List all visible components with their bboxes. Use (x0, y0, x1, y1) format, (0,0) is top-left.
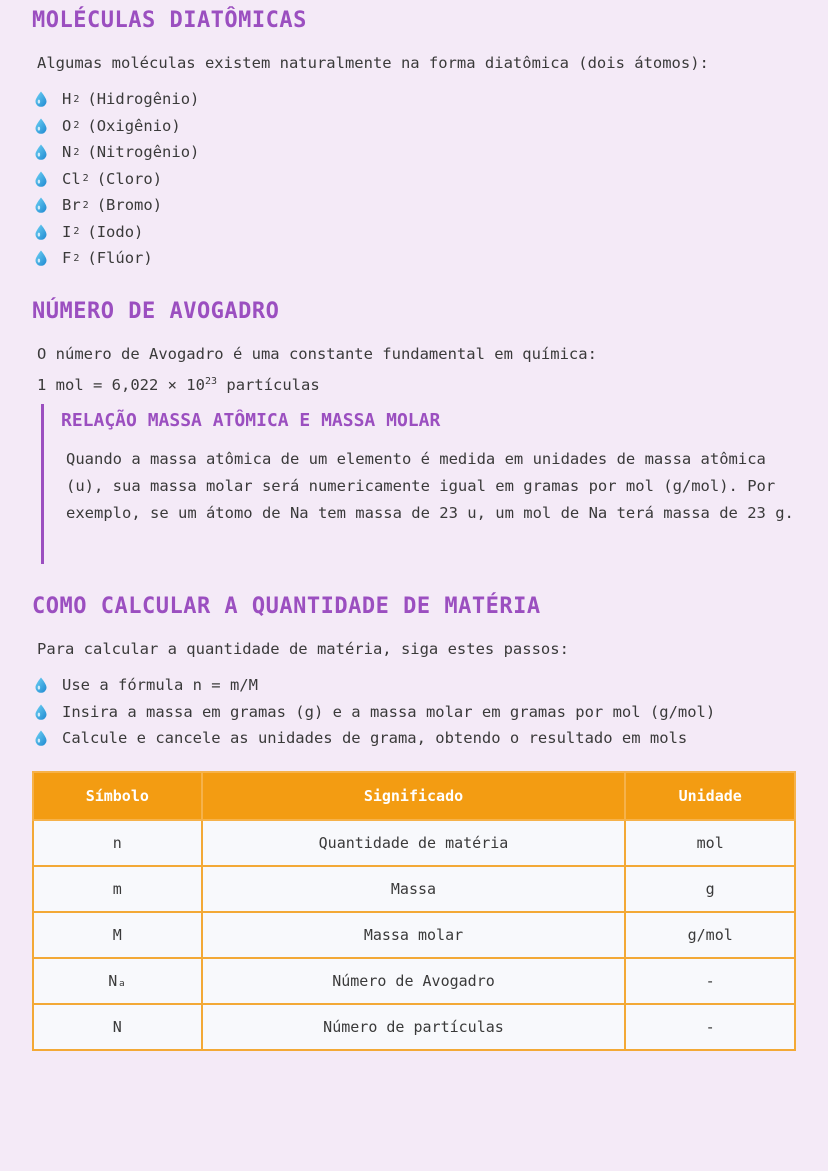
droplet-icon (34, 171, 48, 187)
avogadro-line-1: O número de Avogadro é uma constante fundamental em química: (37, 345, 597, 363)
molecule-name: (Bromo) (96, 196, 163, 215)
section-title-diatomic: MOLÉCULAS DIATÔMICAS (32, 8, 307, 33)
molecule-symbol: F (62, 249, 72, 268)
table-cell-unit: - (625, 1004, 795, 1050)
molecule-subscript: 2 (73, 120, 80, 132)
table-cell-meaning: Massa (202, 866, 626, 912)
list-item (34, 86, 199, 113)
diatomic-list (34, 86, 199, 272)
table-row (33, 820, 795, 866)
list-item (34, 166, 199, 193)
table-cell-meaning: Massa molar (202, 912, 626, 958)
droplet-icon (34, 144, 48, 160)
diatomic-intro: Algumas moléculas existem naturalmente na forma diatômica (dois átomos): (37, 54, 709, 72)
droplet-icon (34, 118, 48, 134)
droplet-icon (34, 197, 48, 213)
symbols-table (32, 771, 796, 1051)
table-header-row (33, 772, 795, 820)
molecule-name: (Hidrogênio) (87, 90, 200, 109)
table-header-unit: Unidade (625, 772, 795, 820)
calc-intro: Para calcular a quantidade de matéria, siga estes passos: (37, 640, 569, 658)
list-item (34, 219, 199, 246)
molecule-symbol: Cl (62, 169, 81, 188)
table-cell-meaning: Número de partículas (202, 1004, 626, 1050)
table-cell-symbol: m (33, 866, 202, 912)
list-item (34, 245, 199, 272)
table-cell-unit: g/mol (625, 912, 795, 958)
molecule-symbol: O (62, 116, 72, 135)
table-row (33, 1004, 795, 1050)
table-row (33, 958, 795, 1004)
callout-box (41, 404, 794, 564)
section-title-calc: COMO CALCULAR A QUANTIDADE DE MATÉRIA (32, 594, 541, 619)
list-item (34, 672, 715, 699)
avogadro-line-2-prefix: 1 mol = 6,022 × 10 (37, 376, 205, 394)
molecule-subscript: 2 (82, 173, 89, 185)
molecule-name: (Iodo) (87, 222, 144, 241)
droplet-icon (34, 224, 48, 240)
table-cell-meaning: Quantidade de matéria (202, 820, 626, 866)
table-cell-unit: g (625, 866, 795, 912)
molecule-symbol: Br (62, 196, 81, 215)
table-cell-symbol: Nₐ (33, 958, 202, 1004)
step-text: Use a fórmula n = m/M (62, 676, 258, 695)
molecule-symbol: I (62, 222, 72, 241)
molecule-name: (Nitrogênio) (87, 143, 200, 162)
calc-steps-list (34, 672, 715, 752)
callout-title: RELAÇÃO MASSA ATÔMICA E MASSA MOLAR (61, 410, 441, 431)
callout-text: Quando a massa atômica de um elemento é medida em unidades de massa atômica (u), sua massa molar será numericamente igual em gramas por mol (g/mol). Por exemplo, se um átomo de Na tem massa de 23 u, um mol de Na terá massa de 23 g. (66, 450, 794, 522)
list-item (34, 725, 715, 752)
molecule-symbol: N (62, 143, 72, 162)
list-item (34, 699, 715, 726)
list-item (34, 139, 199, 166)
molecule-subscript: 2 (73, 93, 80, 105)
avogadro-line-2 (37, 368, 320, 399)
table-row (33, 912, 795, 958)
table-cell-unit: - (625, 958, 795, 1004)
list-item (34, 192, 199, 219)
droplet-icon (34, 704, 48, 720)
section-title-avogadro: NÚMERO DE AVOGADRO (32, 299, 280, 324)
molecule-subscript: 2 (82, 199, 89, 211)
table-row (33, 866, 795, 912)
molecule-symbol: H (62, 90, 72, 109)
molecule-subscript: 2 (73, 226, 80, 238)
table-cell-meaning: Número de Avogadro (202, 958, 626, 1004)
molecule-subscript: 2 (73, 146, 80, 158)
avogadro-exponent: 23 (204, 376, 218, 387)
droplet-icon (34, 91, 48, 107)
table-cell-symbol: n (33, 820, 202, 866)
table-cell-symbol: N (33, 1004, 202, 1050)
list-item (34, 113, 199, 140)
table-cell-unit: mol (625, 820, 795, 866)
table-cell-symbol: M (33, 912, 202, 958)
molecule-name: (Cloro) (96, 169, 163, 188)
molecule-name: (Flúor) (87, 249, 153, 268)
step-text: Insira a massa em gramas (g) e a massa molar em gramas por mol (g/mol) (62, 702, 716, 721)
table-header-meaning: Significado (202, 772, 626, 820)
droplet-icon (34, 250, 48, 266)
table-header-symbol: Símbolo (33, 772, 202, 820)
avogadro-line-2-suffix: partículas (217, 376, 320, 394)
step-text: Calcule e cancele as unidades de grama, obtendo o resultado em mols (62, 729, 688, 748)
droplet-icon (34, 730, 48, 746)
molecule-name: (Oxigênio) (87, 116, 181, 135)
molecule-subscript: 2 (73, 252, 80, 264)
droplet-icon (34, 677, 48, 693)
